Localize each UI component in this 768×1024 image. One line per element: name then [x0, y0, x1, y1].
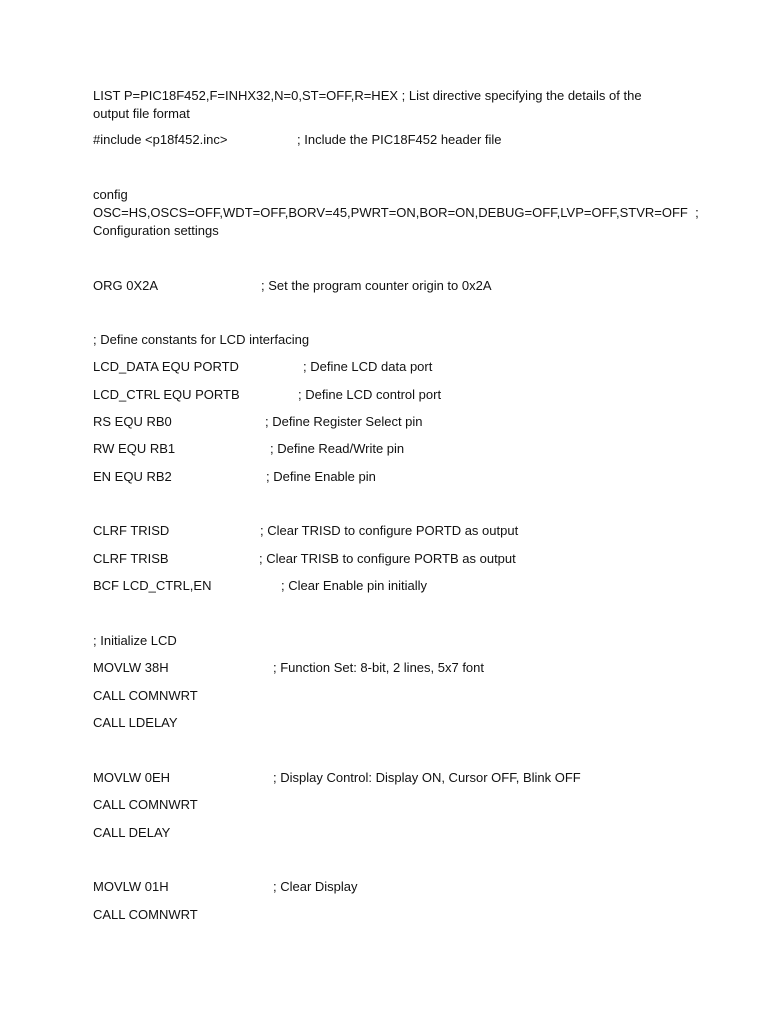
constant-comment: ; Define LCD data port	[303, 359, 433, 374]
constant-comment: ; Define Register Select pin	[265, 414, 423, 429]
constant-code: RS EQU RB0	[93, 414, 172, 429]
org-comment: ; Set the program counter origin to 0x2A	[261, 278, 492, 293]
setup-comment: ; Clear Enable pin initially	[281, 578, 427, 593]
init-code: CALL DELAY	[93, 825, 171, 840]
include-comment: ; Include the PIC18F452 header file	[297, 132, 502, 147]
org-code: ORG 0X2A	[93, 278, 159, 293]
config-comment: Configuration settings	[93, 223, 219, 238]
list-directive-line: LIST P=PIC18F452,F=INHX32,N=0,ST=OFF,R=HEX ; List directive specifying the details of the output file format	[93, 88, 642, 121]
init-code: MOVLW 38H	[93, 660, 169, 675]
init-code: CALL COMNWRT	[93, 797, 198, 812]
constants-header: ; Define constants for LCD interfacing	[93, 332, 310, 347]
setup-code: CLRF TRISB	[93, 551, 169, 566]
init-comment: ; Display Control: Display ON, Cursor OFF, Blink OFF	[273, 770, 581, 785]
constant-comment: ; Define Enable pin	[266, 469, 376, 484]
setup-comment: ; Clear TRISB to configure PORTB as output	[259, 551, 516, 566]
setup-code: CLRF TRISD	[93, 523, 170, 538]
constant-code: RW EQU RB1	[93, 441, 176, 456]
init-code: MOVLW 01H	[93, 879, 169, 894]
init-code: MOVLW 0EH	[93, 770, 171, 785]
include-code: #include <p18f452.inc>	[93, 132, 228, 147]
setup-code: BCF LCD_CTRL,EN	[93, 578, 212, 593]
constant-comment: ; Define LCD control port	[298, 387, 442, 402]
init-comment: ; Function Set: 8-bit, 2 lines, 5x7 font	[273, 660, 485, 675]
constant-code: EN EQU RB2	[93, 469, 172, 484]
init-code: CALL COMNWRT	[93, 907, 198, 922]
constant-comment: ; Define Read/Write pin	[270, 441, 405, 456]
constant-code: LCD_CTRL EQU PORTB	[93, 387, 240, 402]
constant-code: LCD_DATA EQU PORTD	[93, 359, 239, 374]
init-comment: ; Clear Display	[273, 879, 358, 894]
init-code: CALL LDELAY	[93, 715, 178, 730]
init-code: CALL COMNWRT	[93, 688, 198, 703]
setup-comment: ; Clear TRISD to configure PORTD as output	[260, 523, 519, 538]
config-settings: OSC=HS,OSCS=OFF,WDT=OFF,BORV=45,PWRT=ON,BOR=ON,DEBUG=OFF,LVP=OFF,STVR=OFF ;	[93, 205, 699, 220]
config-keyword: config	[93, 187, 128, 202]
init-header: ; Initialize LCD	[93, 633, 177, 648]
